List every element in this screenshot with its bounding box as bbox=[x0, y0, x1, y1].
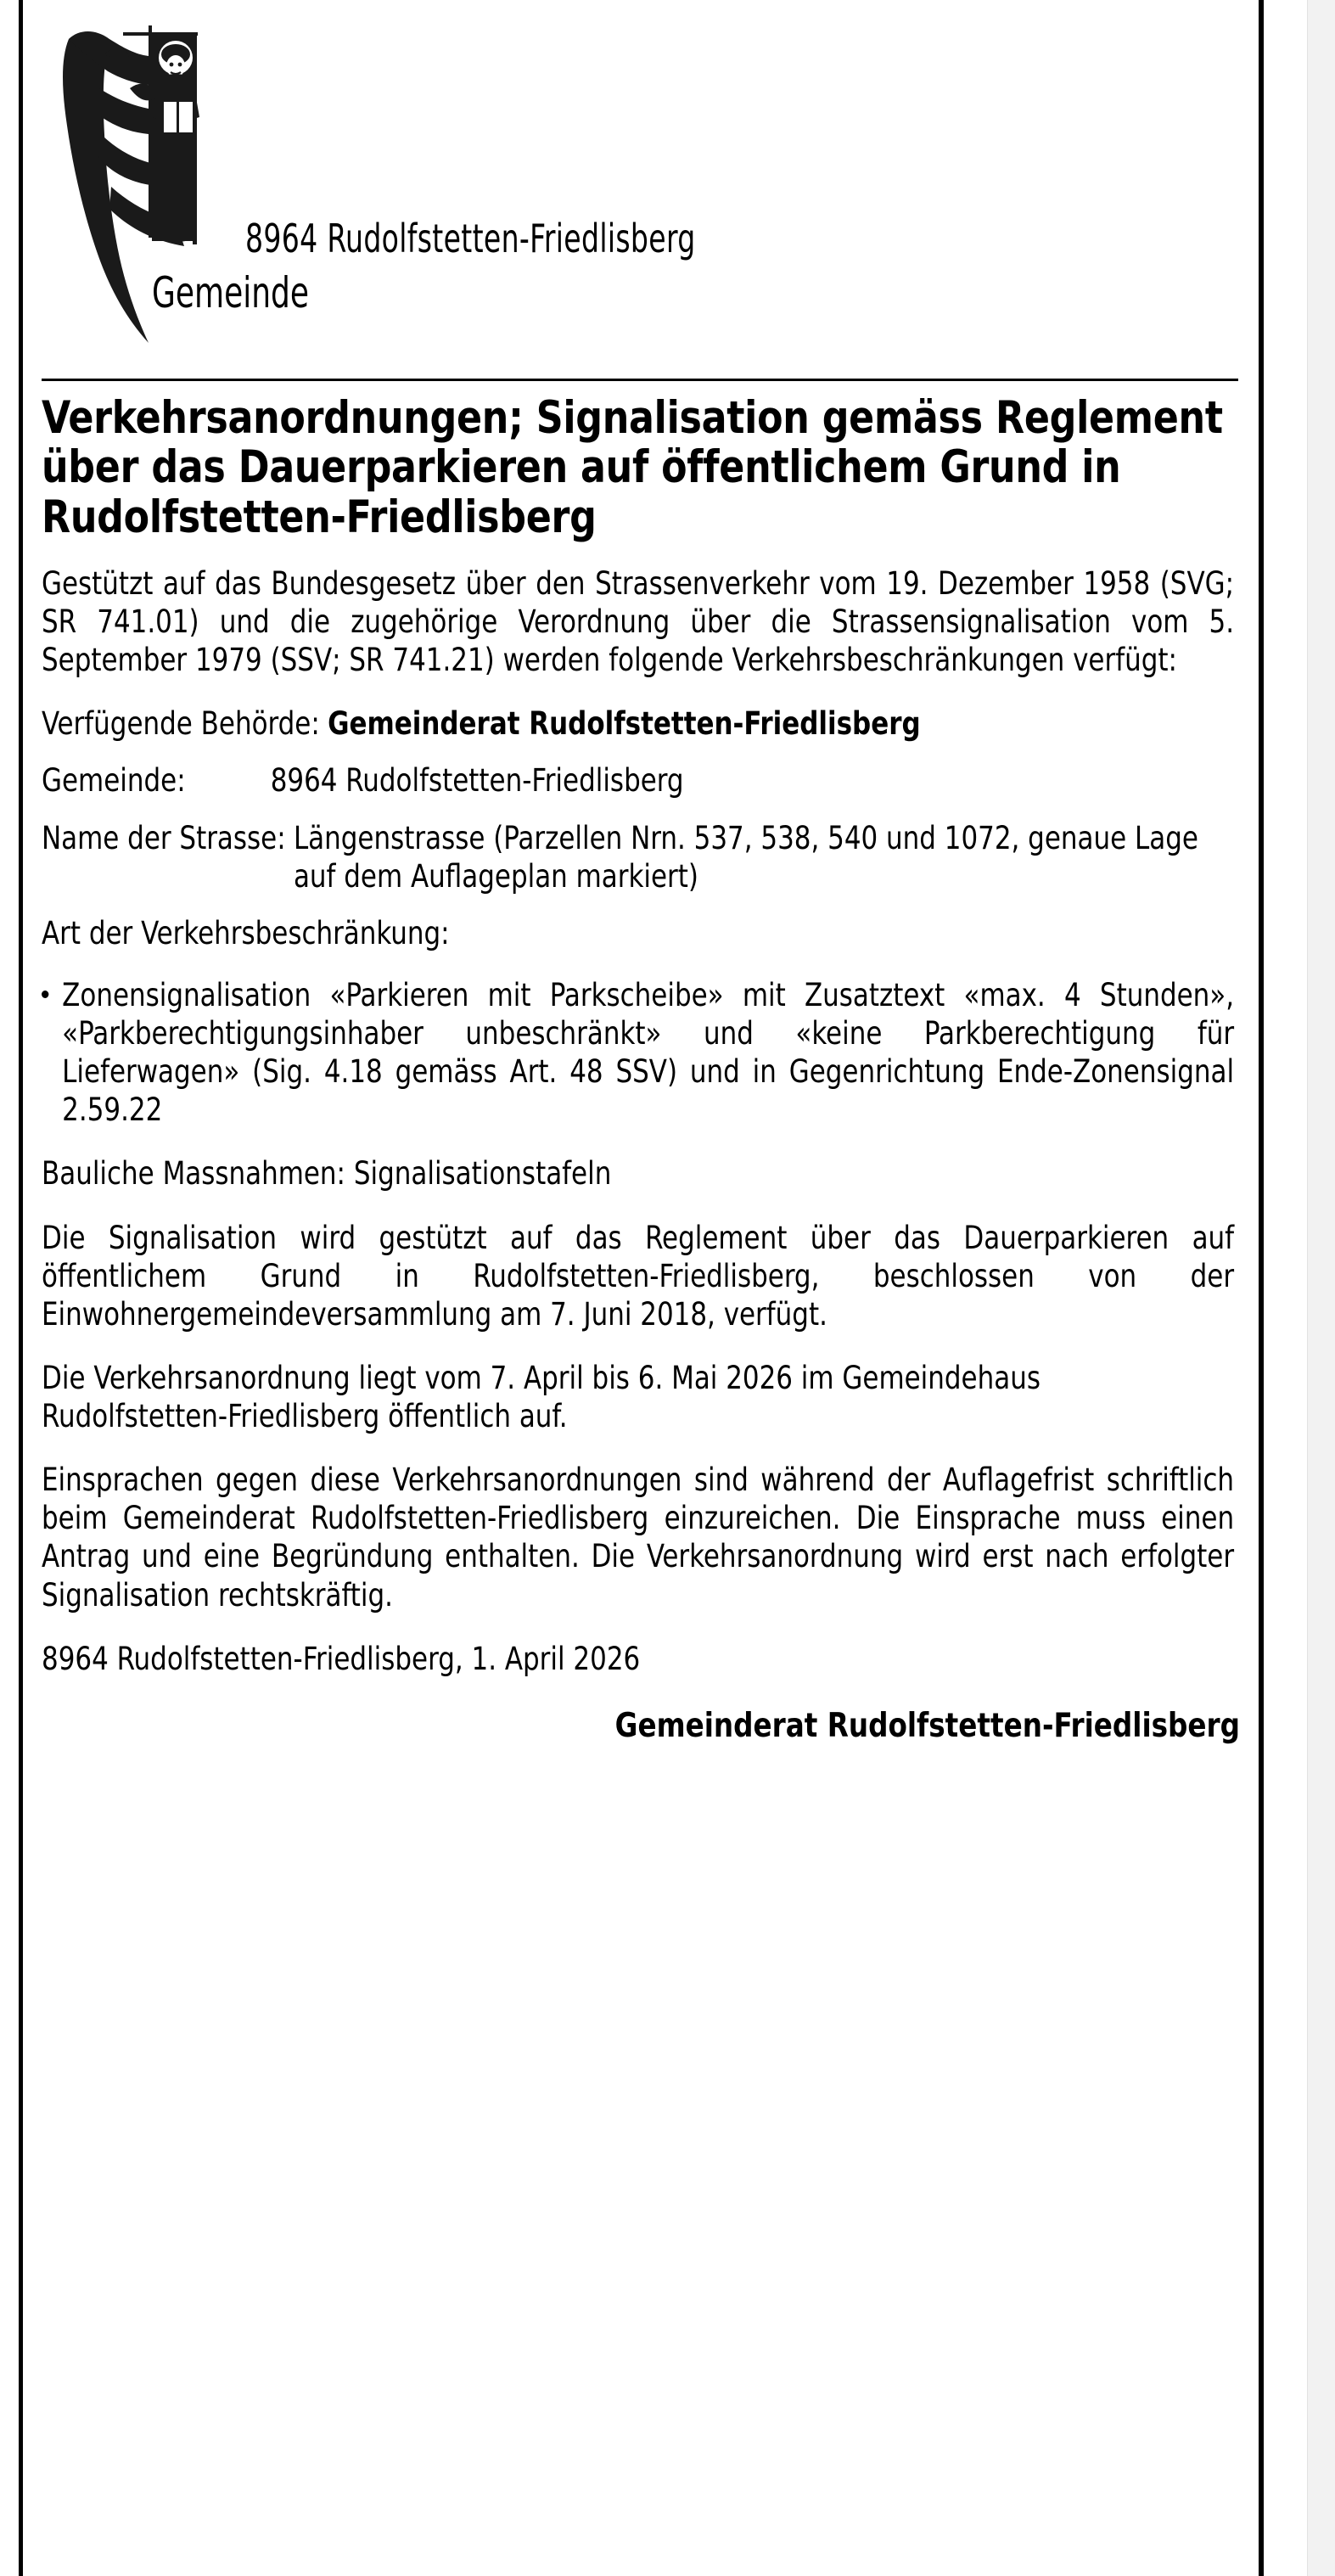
intro-paragraph: Gestützt auf das Bundesgesetz über den Strassenverkehr vom 19. Dezember 1958 (SVG; SR 741.01) und die zugehörige Verordnung über die Strassensignalisation vom 5. September 1979 (SSV; SR 741.21) werden folgende Verkehrsbeschränkungen verfügt: bbox=[42, 564, 1235, 679]
masthead-place: 8964 Rudolfstetten-Friedlisberg bbox=[245, 216, 696, 261]
page-title: Verkehrsanordnungen; Signalisation gemäss Reglement über das Dauerparkieren auf öffentlichem Grund in Rudolfstetten-Friedlisberg bbox=[42, 392, 1223, 543]
notice-body bbox=[42, 384, 1240, 1747]
restriction-item-text: Zonensignalisation «Parkieren mit Parkscheibe» mit Zusatztext «max. 4 Stunden», «Parkberechtigungsinhaber unbeschränkt» und «keine Parkberechtigung für Lieferwagen» (Sig. 4.18 gemäss Art. 48 SSV) und in Gegenrichtung Ende-Zonensignal 2.59.22 bbox=[62, 976, 1235, 1129]
publication-paragraph: Die Verkehrsanordnung liegt vom 7. April bis 6. Mai 2026 im Gemeindehaus Rudolfstetten-Friedlisberg öffentlich auf. bbox=[42, 1359, 1041, 1435]
field-row-municipality bbox=[42, 761, 1234, 800]
restriction-list bbox=[42, 976, 1234, 1130]
restriction-heading: Art der Verkehrsbeschränkung: bbox=[42, 914, 450, 951]
street-value: Längenstrasse (Parzellen Nrn. 537, 538, 540 und 1072, genaue Lage auf dem Auflageplan markiert) bbox=[293, 819, 1198, 895]
page-edge-gutter bbox=[1307, 0, 1335, 2576]
authority-label: Verfügende Behörde: bbox=[42, 705, 320, 743]
bullet-icon bbox=[42, 991, 48, 998]
masthead-gemeinde: Gemeinde bbox=[152, 268, 310, 317]
street-label: Name der Strasse: bbox=[42, 819, 286, 856]
authority-value: Gemeinderat Rudolfstetten-Friedlisberg bbox=[328, 705, 921, 743]
masthead-text bbox=[152, 216, 1238, 317]
list-item bbox=[42, 976, 1234, 1130]
place-and-date: 8964 Rudolfstetten-Friedlisberg, 1. April 2026 bbox=[42, 1640, 641, 1677]
page-right-border bbox=[1259, 0, 1264, 2576]
basis-paragraph: Die Signalisation wird gestützt auf das Reglement über das Dauerparkieren auf öffentlichem Grund in Rudolfstetten-Friedlisberg, beschlossen von der Einwohnergemeindeversammlung am 7. Juni 2018, verfügt. bbox=[42, 1219, 1235, 1333]
masthead bbox=[42, 0, 1240, 384]
municipality-value: 8964 Rudolfstetten-Friedlisberg bbox=[270, 762, 684, 800]
objection-paragraph: Einsprachen gegen diese Verkehrsanordnungen sind während der Auflagefrist schriftlich beim Gemeinderat Rudolfstetten-Friedlisberg einzureichen. Die Einsprache muss einen Antrag und eine Begründung enthalten. Die Verkehrsanordnung wird erst nach erfolgter Signalisation rechtskräftig. bbox=[42, 1462, 1235, 1614]
municipality-label: Gemeinde: bbox=[42, 762, 186, 800]
masthead-divider bbox=[42, 379, 1238, 381]
measures-paragraph: Bauliche Massnahmen: Signalisationstafeln bbox=[42, 1155, 612, 1193]
signature-line: Gemeinderat Rudolfstetten-Friedlisberg bbox=[614, 1706, 1240, 1745]
field-row-authority bbox=[42, 704, 1234, 743]
notice-content bbox=[23, 0, 1259, 2576]
field-row-street bbox=[42, 819, 1234, 895]
